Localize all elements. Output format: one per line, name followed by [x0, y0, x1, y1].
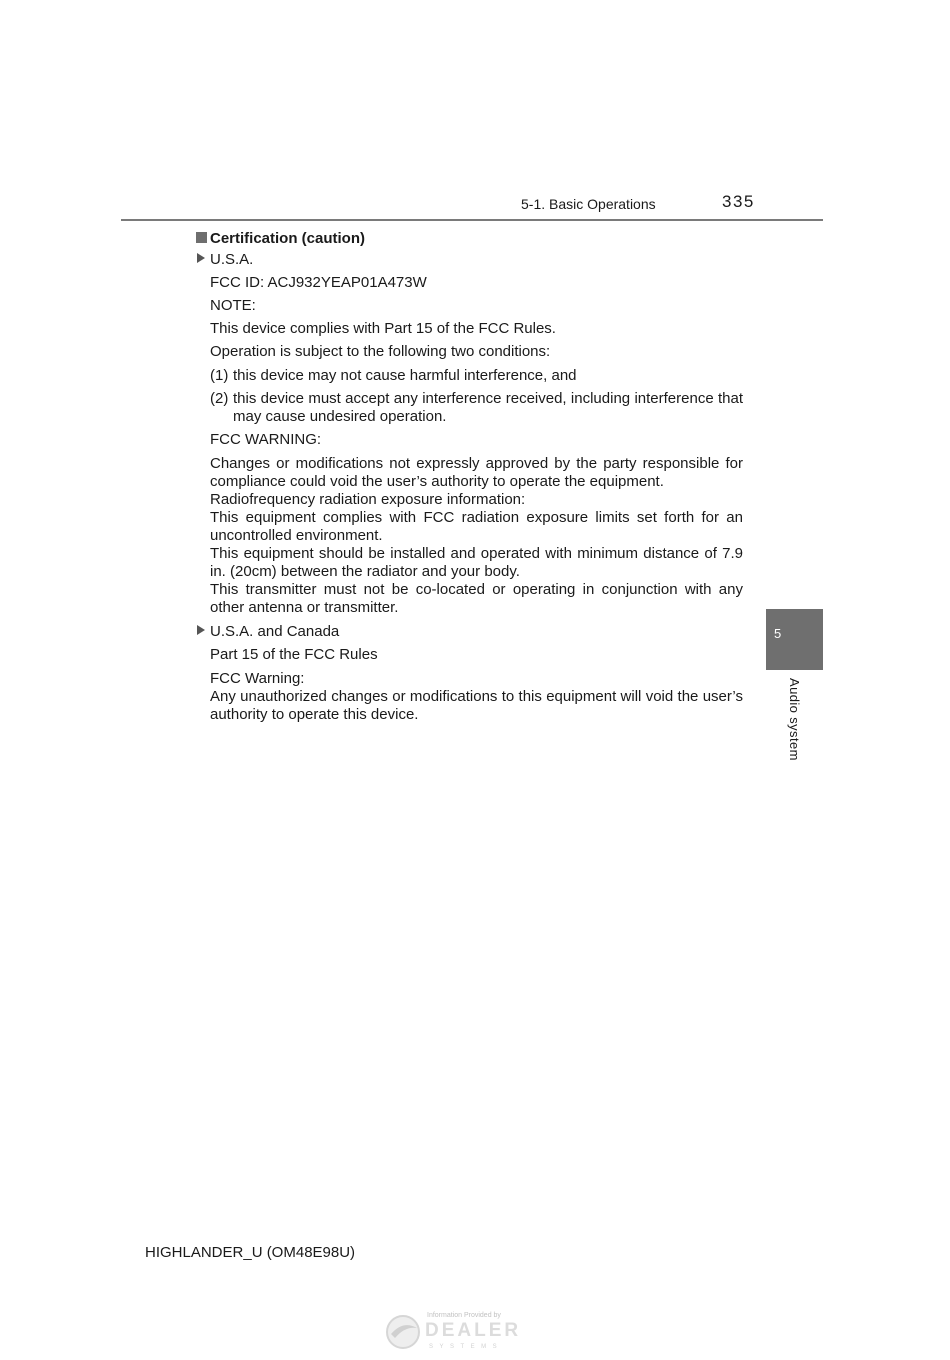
usa-canada-bullet-label: U.S.A. and Canada	[210, 623, 340, 640]
condition-text: this device may not cause harmful interference, and	[233, 367, 577, 384]
part15-text: Part 15 of the FCC Rules	[210, 646, 378, 663]
footer-model: HIGHLANDER_U (OM48E98U)	[145, 1244, 356, 1261]
condition-item	[210, 367, 743, 385]
canada-warning-text: Any unauthorized changes or modifications to this equipment will void the user’s authority to operate this device.	[210, 688, 743, 723]
section-heading-text: Certification (caution)	[210, 230, 366, 247]
watermark-brand: DEALER	[425, 1320, 522, 1341]
header-rule	[121, 219, 823, 221]
note-label: NOTE:	[210, 297, 256, 314]
page-number: 335	[722, 192, 755, 211]
watermark-sub: SYSTEMS	[429, 1344, 504, 1350]
warning-line: This transmitter must not be co-located or operating in conjunction with any other antenna or transmitter.	[210, 581, 743, 616]
fcc-warning-label: FCC WARNING:	[210, 431, 322, 448]
condition-item	[210, 390, 743, 426]
conditions-intro: Operation is subject to the following two conditions:	[210, 343, 551, 360]
triangle-bullet-icon	[197, 253, 205, 263]
canada-warning-label: FCC Warning:	[210, 670, 305, 687]
usa-bullet	[197, 251, 253, 268]
chapter-number: 5	[774, 626, 782, 641]
section-heading	[196, 230, 365, 247]
triangle-bullet-icon	[197, 625, 205, 635]
canada-warning-block	[210, 670, 743, 724]
condition-number: (2)	[210, 390, 229, 407]
condition-number: (1)	[210, 367, 229, 384]
complies-statement: This device complies with Part 15 of the FCC Rules.	[210, 320, 556, 337]
square-bullet-icon	[196, 232, 207, 243]
usa-canada-bullet	[197, 623, 339, 640]
fcc-id: FCC ID: ACJ932YEAP01A473W	[210, 274, 427, 291]
globe-icon	[387, 1316, 419, 1348]
warning-line: This equipment should be installed and operated with minimum distance of 7.9 in. (20cm) between the radiator and your body.	[210, 545, 743, 580]
warning-line: Radiofrequency radiation exposure information:	[210, 491, 526, 508]
usa-bullet-label: U.S.A.	[210, 251, 254, 268]
header-section-title: 5-1. Basic Operations	[521, 196, 656, 212]
fcc-warning-body	[210, 455, 743, 617]
dealer-watermark	[385, 1308, 550, 1354]
chapter-tab	[766, 609, 823, 670]
watermark-caption: Information Provided by	[427, 1312, 501, 1319]
chapter-title: Audio system	[787, 678, 802, 761]
condition-text: this device must accept any interference received, including interference that may cause undesired operation.	[233, 390, 743, 425]
warning-line: This equipment complies with FCC radiation exposure limits set forth for an uncontrolled environment.	[210, 509, 743, 544]
warning-line: Changes or modifications not expressly approved by the party responsible for compliance could void the user’s authority to operate the equipment.	[210, 455, 743, 490]
